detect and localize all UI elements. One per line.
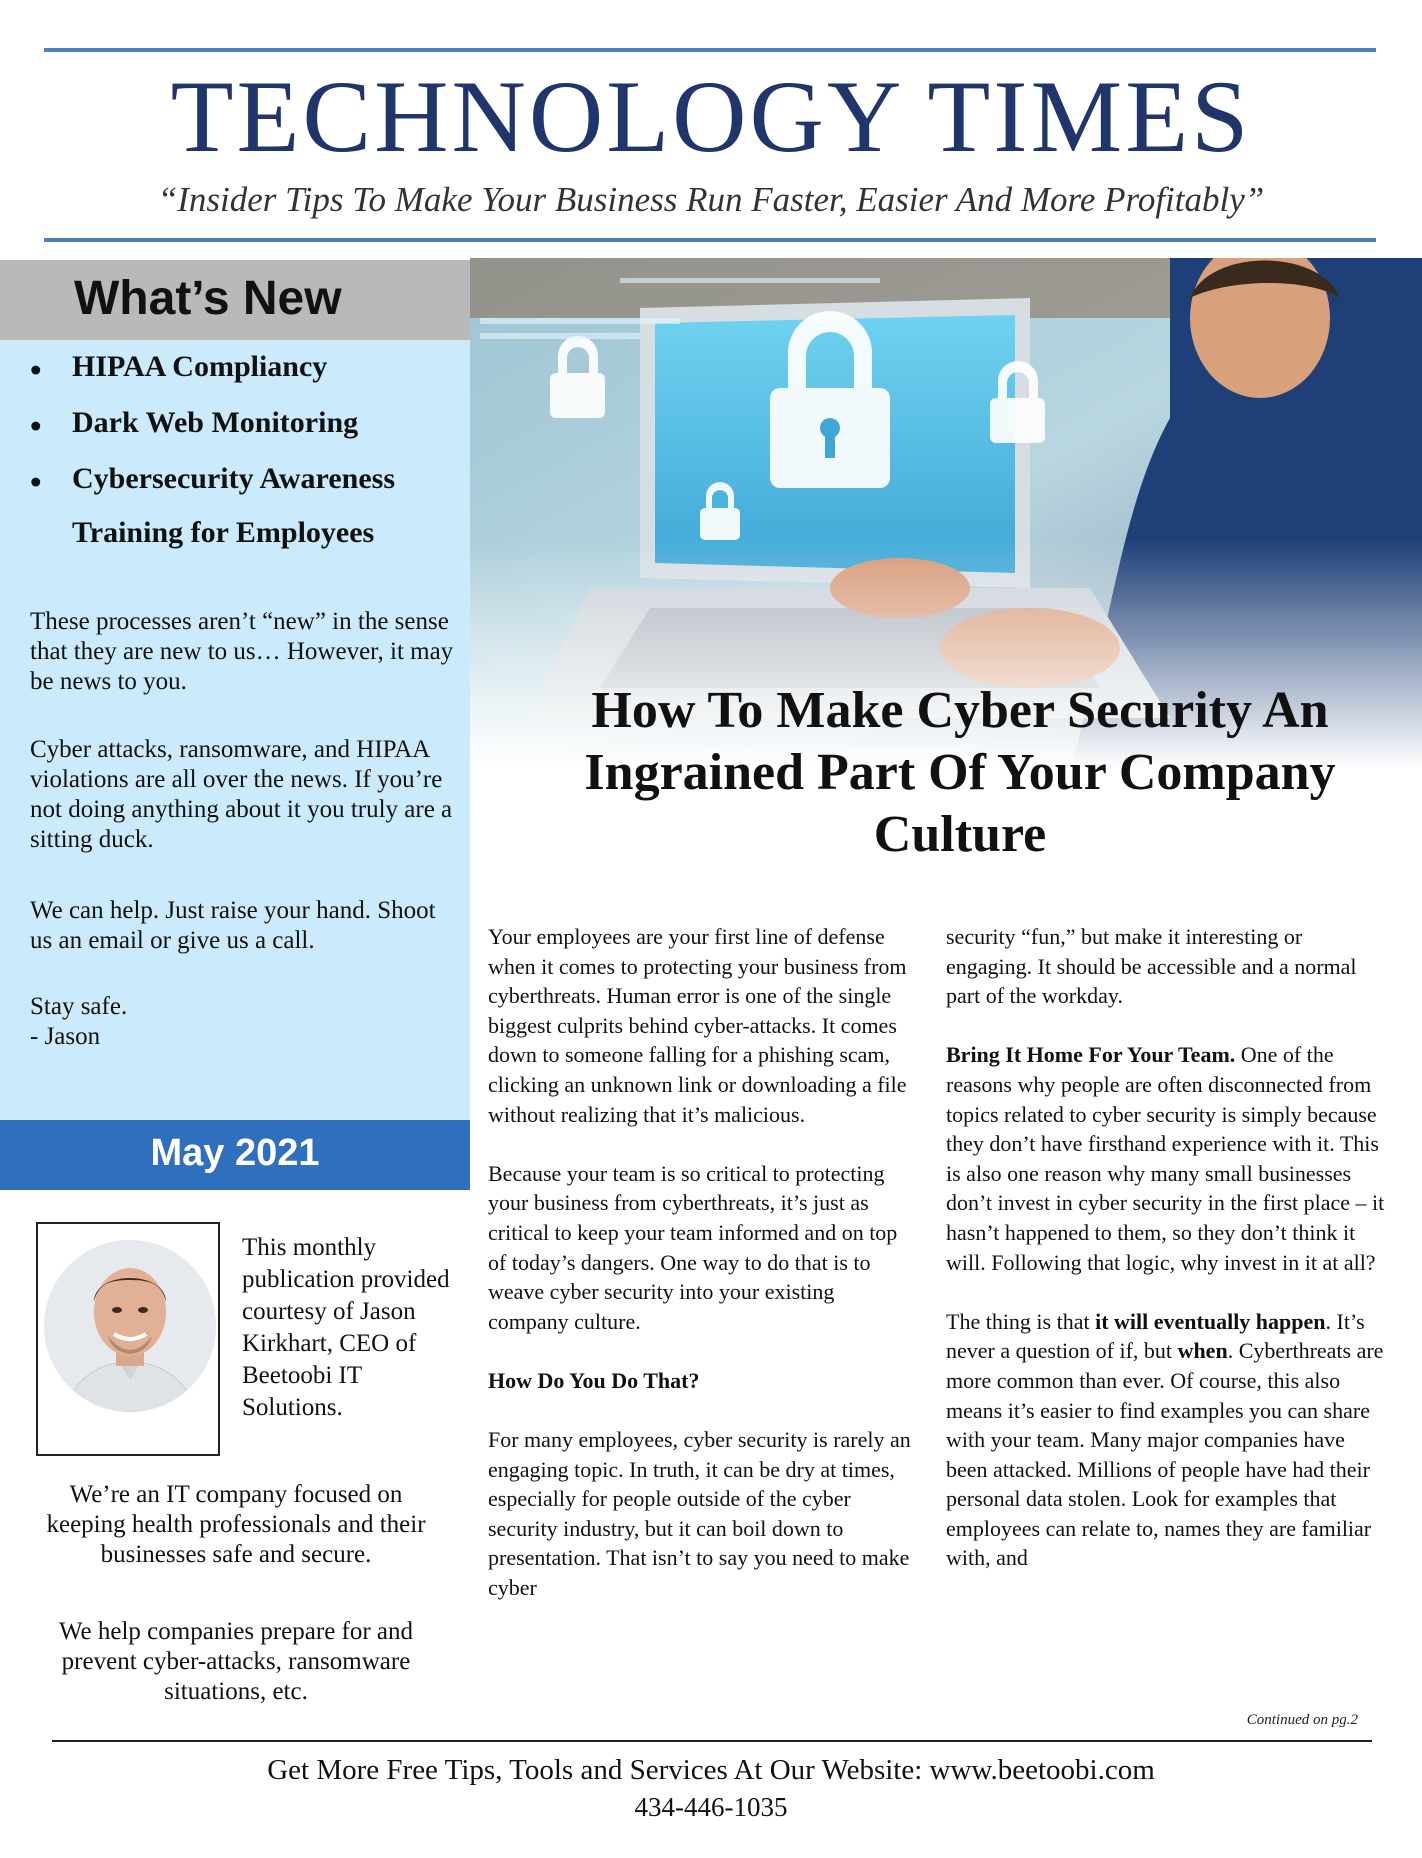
article-text: The thing is that — [946, 1308, 1096, 1334]
whats-new-item: Training for Employees — [72, 516, 375, 549]
bullet-icon: • — [30, 353, 42, 389]
company-services: We help companies prepare for and prevent cyber-attacks, ransomware situations, etc. — [58, 1618, 414, 1705]
whats-new-item: Cybersecurity Awareness — [72, 462, 395, 495]
whats-new-paragraph: These processes aren’t “new” in the sense that they are new to us… However, it may be news to you. — [30, 608, 454, 695]
article-paragraph: security “fun,” but make it interesting or engaging. It should be accessible and a normal part of the workday. — [946, 924, 1357, 1009]
portrait-photo — [44, 1240, 216, 1412]
article-text: . Cyberthreats are more common than ever. Of course, this also means it’s easier to find examples you can share with your team. Many major companies have been attacked. Millions of people have had their personal data stolen. Look for examples that employees can relate to, names they are familiar with, and — [946, 1338, 1384, 1571]
whats-new-paragraph: Cyber attacks, ransomware, and HIPAA violations are all over the news. If you’re not doing anything about it you truly are a sitting duck. — [30, 736, 453, 853]
article-paragraph: Because your team is so critical to protecting your business from cyberthreats, it’s just as critical to keep your team informed and on top of today’s dangers. One way to do that is to weave cyber security into your existing company culture. — [488, 1160, 898, 1334]
article-subhead: Bring It Home For Your Team. — [946, 1042, 1236, 1068]
bullet-icon: • — [30, 465, 42, 501]
continued-note: Continued on pg.2 — [1246, 1712, 1358, 1728]
article-headline: How To Make Cyber Security An Ingrained Part Of Your Company Culture — [584, 682, 1336, 863]
article-column-1 — [488, 922, 918, 1632]
whats-new-paragraph: We can help. Just raise your hand. Shoot us an email or give us a call. — [30, 897, 436, 954]
article-emphasis: it will eventually happen — [1095, 1308, 1326, 1334]
footer-phone: 434-446-1035 — [634, 1792, 788, 1822]
article-paragraph — [946, 1040, 1386, 1277]
masthead-title: TECHNOLOGY TIMES — [170, 60, 1252, 174]
article-subhead: How Do You Do That? — [488, 1367, 700, 1393]
masthead-tagline: “Insider Tips To Make Your Business Run Faster, Easier And More Profitably” — [157, 180, 1265, 219]
whats-new-title: What’s New — [74, 272, 342, 325]
publisher-caption: This monthly publication provided courtesy of Jason Kirkhart, CEO of Beetoobi IT Solutions. — [242, 1234, 450, 1421]
whats-new-item: HIPAA Compliancy — [72, 350, 328, 383]
article-paragraph: Your employees are your first line of defense when it comes to protecting your business from cyberthreats. Human error is one of the single biggest culprits behind cyber-attacks. It comes down to someone falling for a phishing scam, clicking an unknown link or downloading a file without realizing that it’s malicious. — [488, 924, 907, 1127]
masthead-top-rule — [44, 48, 1376, 52]
article-column-2 — [946, 922, 1386, 1603]
article-emphasis: when — [1177, 1338, 1228, 1364]
article-paragraph: For many employees, cyber security is rarely an engaging topic. In truth, it can be dry at times, especially for people outside of the cyber security industry, but it can boil down to presentation. That isn’t to say you need to make cyber — [488, 1427, 911, 1601]
article-paragraph — [946, 1307, 1386, 1573]
bullet-icon: • — [30, 409, 42, 445]
masthead-bottom-rule — [44, 238, 1376, 242]
signature: - Jason — [30, 1023, 101, 1050]
whats-new-item: Dark Web Monitoring — [72, 406, 359, 439]
article-text: . It’s never a question of if, but — [946, 1308, 1365, 1364]
issue-date: May 2021 — [150, 1132, 320, 1174]
footer-website-line: Get More Free Tips, Tools and Services At Our Website: www.beetoobi.com — [267, 1754, 1155, 1786]
whats-new-paragraph: Stay safe. — [30, 993, 128, 1020]
company-about: We’re an IT company focused on keeping health professionals and their businesses safe and secure. — [46, 1481, 426, 1568]
article-text: One of the reasons why people are often disconnected from topics related to cyber security is simply because they don’t have firsthand experience with it. This is also one reason why many small businesses don’t invest in cyber security in the first place – it hasn’t happened to them, so they don’t think it will. Following that logic, why invest in it at all? — [946, 1042, 1385, 1275]
footer-rule — [52, 1740, 1372, 1742]
